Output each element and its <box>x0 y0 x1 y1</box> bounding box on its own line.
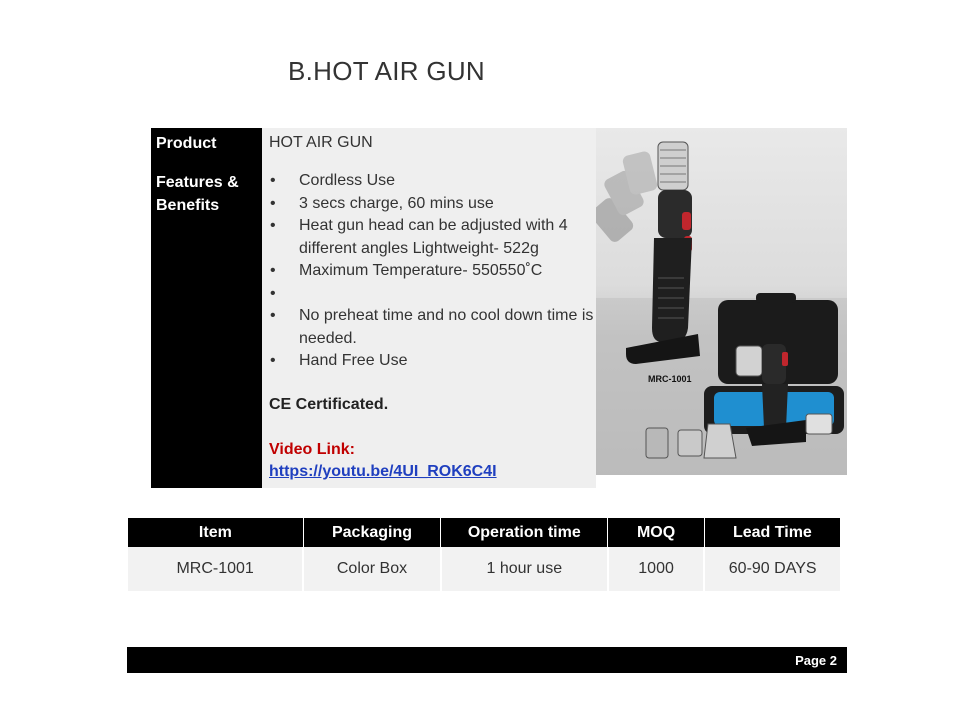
column-header: Operation time <box>441 518 608 547</box>
table-cell: 1 hour use <box>441 547 608 591</box>
column-header: MOQ <box>608 518 704 547</box>
model-label: MRC-1001 <box>648 374 692 384</box>
column-header: Packaging <box>303 518 440 547</box>
table-cell: 1000 <box>608 547 704 591</box>
spec-content-column <box>262 128 596 488</box>
feature-item: • No preheat time and no cool down time is needed. <box>262 305 596 350</box>
spec-table <box>151 128 596 488</box>
hot-air-gun-illustration <box>596 128 847 475</box>
video-link-label: Video Link: <box>269 441 355 458</box>
features-label-line1: Features & <box>156 174 239 191</box>
features-label-line2: Benefits <box>156 197 220 214</box>
spec-label-column <box>151 128 262 488</box>
product-value: HOT AIR GUN <box>269 134 373 151</box>
feature-item: • 3 secs charge, 60 mins use <box>262 193 596 216</box>
page-number: Page 2 <box>795 653 837 668</box>
table-cell: Color Box <box>303 547 440 591</box>
feature-item: • Cordless Use <box>262 170 596 193</box>
column-header: Item <box>128 518 303 547</box>
product-photo <box>596 128 847 475</box>
feature-item: • Heat gun head can be adjusted with 4 different angles Lightweight- 522g <box>262 215 596 260</box>
table-header-row <box>128 518 840 547</box>
feature-item: • Maximum Temperature- 550550˚C <box>262 260 596 283</box>
table-cell: MRC-1001 <box>128 547 303 591</box>
product-label: Product <box>156 135 217 152</box>
column-header: Lead Time <box>704 518 840 547</box>
product-info-table <box>128 518 840 591</box>
video-link[interactable]: https://youtu.be/4UI_ROK6C4I <box>269 463 497 480</box>
footer-bar <box>127 647 847 673</box>
certification-text: CE Certificated. <box>269 396 389 413</box>
page-title: B.HOT AIR GUN <box>288 56 486 86</box>
features-list <box>262 170 596 373</box>
feature-item: • Hand Free Use <box>262 350 596 373</box>
feature-item <box>262 283 596 306</box>
table-row <box>128 547 840 591</box>
table-cell: 60-90 DAYS <box>704 547 840 591</box>
